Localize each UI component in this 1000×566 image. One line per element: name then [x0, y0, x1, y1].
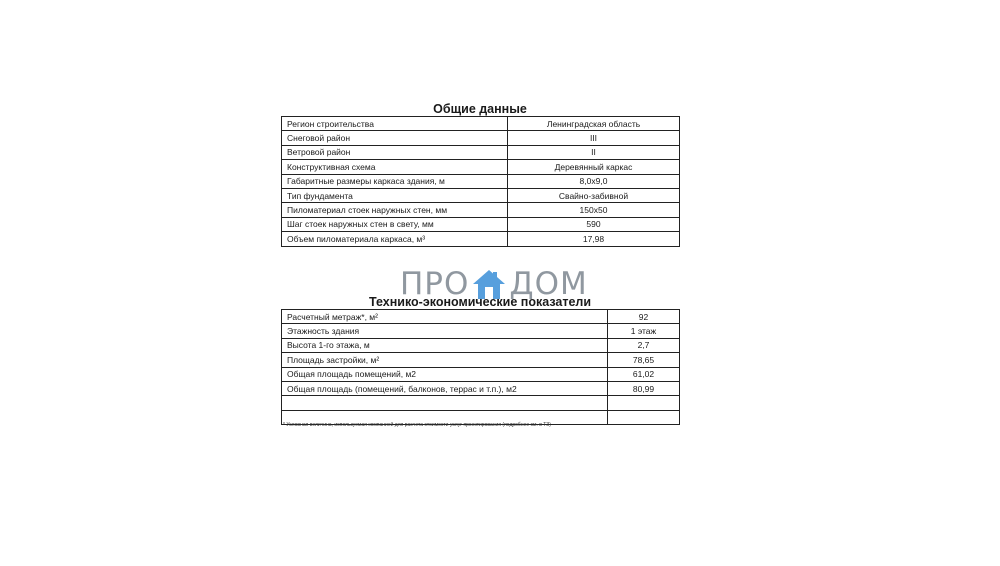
table-row	[282, 310, 680, 324]
table-row	[282, 232, 680, 246]
row-label	[282, 396, 608, 410]
row-value: III	[508, 131, 680, 145]
logo-text-right: ДОМ	[509, 266, 588, 302]
row-value: 590	[508, 217, 680, 231]
row-label: Этажность здания	[282, 324, 608, 338]
table-row	[282, 160, 680, 174]
table-row	[282, 324, 680, 338]
row-label: Регион строительства	[282, 117, 508, 131]
row-label: Расчетный метраж*, м²	[282, 310, 608, 324]
row-value	[608, 410, 680, 424]
table-row	[282, 381, 680, 395]
row-label: Пиломатериал стоек наружных стен, мм	[282, 203, 508, 217]
row-value: 61,02	[608, 367, 680, 381]
row-value: 1 этаж	[608, 324, 680, 338]
row-value: 78,65	[608, 353, 680, 367]
row-label: Ветровой район	[282, 145, 508, 159]
row-label: Общая площадь помещений, м2	[282, 367, 608, 381]
tech-indicators-table	[281, 309, 680, 425]
row-value: 80,99	[608, 381, 680, 395]
table-row	[282, 188, 680, 202]
table-row	[282, 145, 680, 159]
tech-indicators-title: Технико-экономические показатели	[368, 295, 592, 309]
row-label: Объем пиломатериала каркаса, м³	[282, 232, 508, 246]
row-value: II	[508, 145, 680, 159]
row-value	[608, 396, 680, 410]
row-label: Габаритные размеры каркаса здания, м	[282, 174, 508, 188]
general-data-table	[281, 116, 680, 247]
table-row	[282, 217, 680, 231]
row-value: Свайно-забивной	[508, 188, 680, 202]
footnote: * Условная величина, используемая компанией для расчета стоимости услуг проектирования (подробнее см. в ТЗ)	[283, 422, 551, 428]
row-label: Тип фундамента	[282, 188, 508, 202]
table-row	[282, 353, 680, 367]
row-label: Общая площадь (помещений, балконов, террас и т.п.), м2	[282, 381, 608, 395]
row-value: 17,98	[508, 232, 680, 246]
table-row	[282, 131, 680, 145]
row-label: Снеговой район	[282, 131, 508, 145]
row-value: 92	[608, 310, 680, 324]
row-value: Ленинградская область	[508, 117, 680, 131]
row-label: Высота 1-го этажа, м	[282, 338, 608, 352]
row-value: 150x50	[508, 203, 680, 217]
table-row	[282, 338, 680, 352]
table-row	[282, 174, 680, 188]
row-label: Шаг стоек наружных стен в свету, мм	[282, 217, 508, 231]
table-row	[282, 117, 680, 131]
row-label: Конструктивная схема	[282, 160, 508, 174]
general-data-title: Общие данные	[433, 102, 527, 116]
table-row	[282, 367, 680, 381]
table-row	[282, 396, 680, 410]
table-row	[282, 203, 680, 217]
row-value: 8,0x9,0	[508, 174, 680, 188]
row-label: Площадь застройки, м²	[282, 353, 608, 367]
row-value: 2,7	[608, 338, 680, 352]
row-value: Деревянный каркас	[508, 160, 680, 174]
logo-text-left: ПРО	[400, 266, 470, 302]
